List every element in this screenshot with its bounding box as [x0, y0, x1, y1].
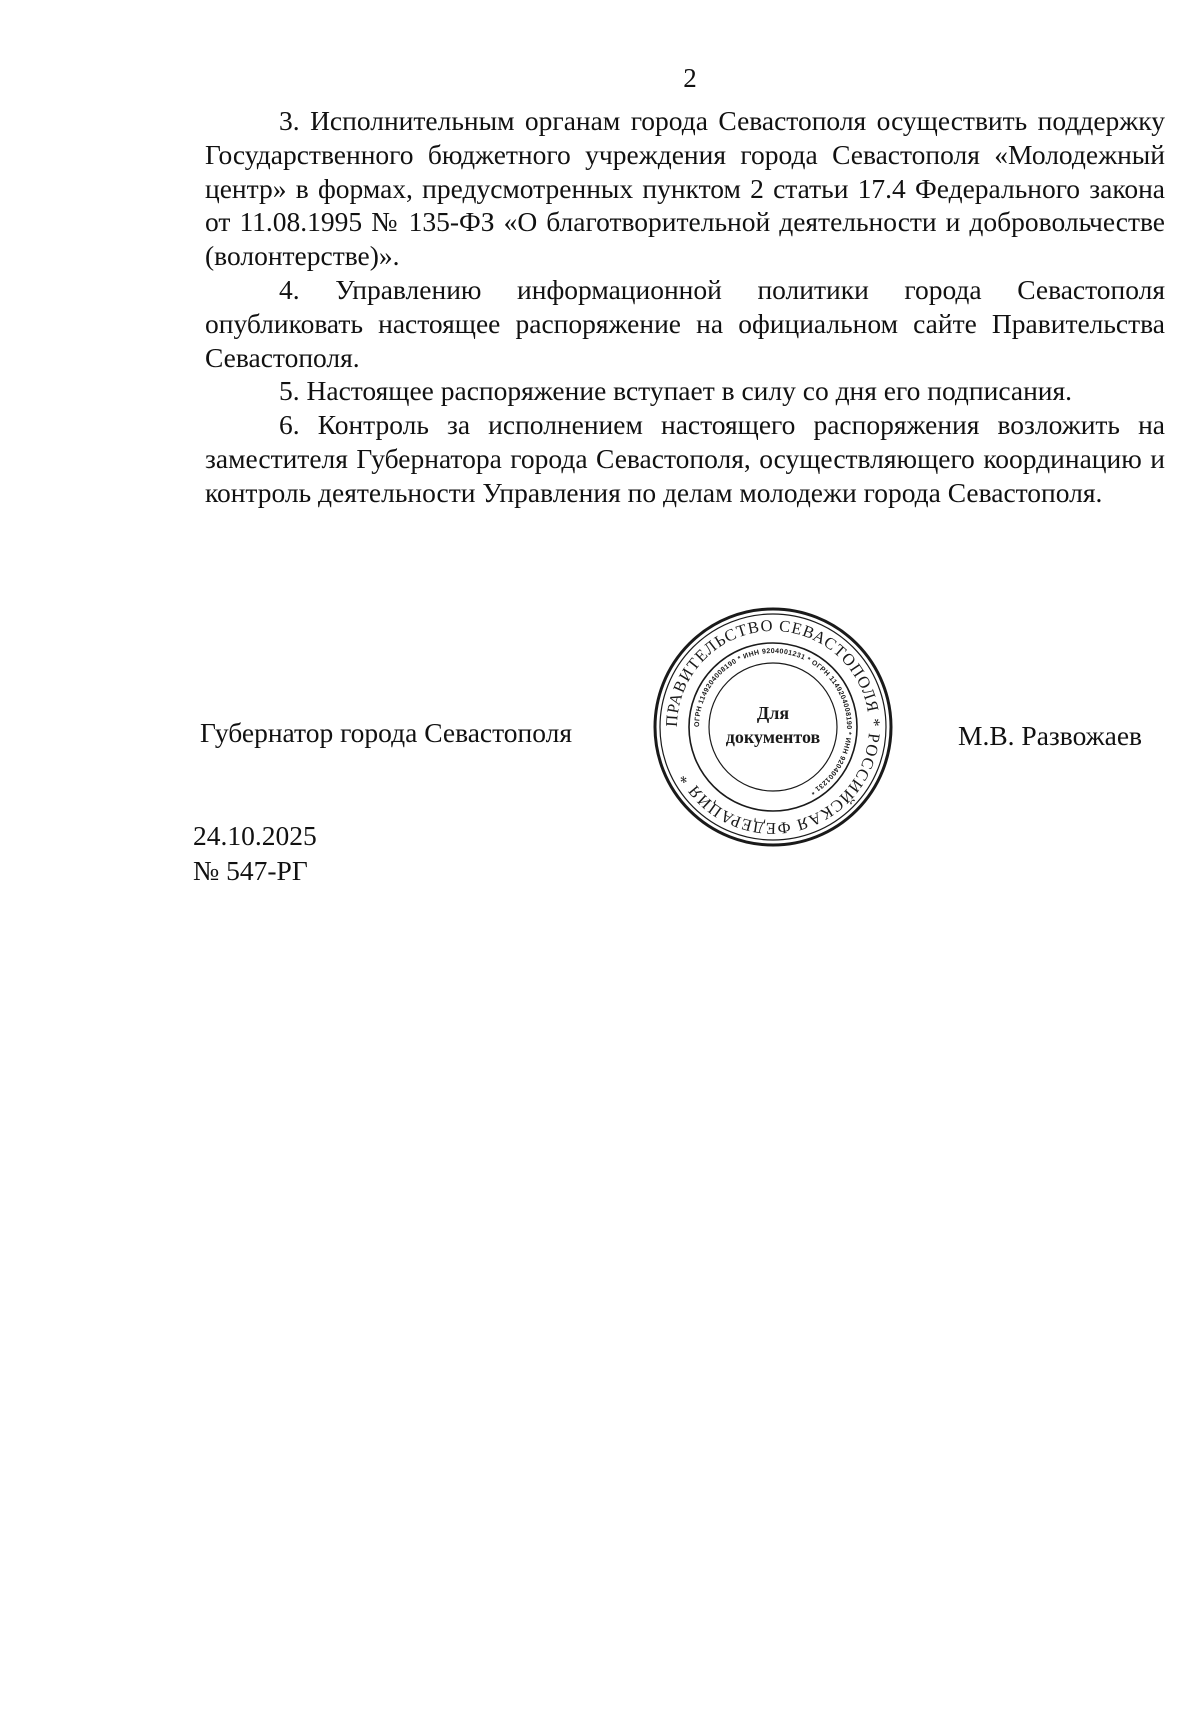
signatory-position: Губернатор города Севастополя [200, 717, 572, 748]
document-date: 24.10.2025 [193, 820, 317, 851]
seal-stamp-icon [652, 606, 894, 848]
paragraph-4: 4. Управлению информационной политики города Севастополя опубликовать настоящее распоряжение на официальном сайте Правительства Севастополя. [205, 273, 1165, 373]
official-seal [652, 606, 894, 848]
page-number: 2 [683, 63, 697, 93]
signatory-name: М.В. Развожаев [958, 720, 1143, 751]
paragraph-3: 3. Исполнительным органам города Севастополя осуществить поддержку Государственного бюджетного учреждения города Севастополя «Молодежный центр» в формах, предусмотренных пунктом 2 статьи 17.4 Федерального закона от 11.08.1995 № 135-ФЗ «О благотворительной деятельности и добровольчестве (волонтерстве)». [205, 105, 1165, 272]
seal-center-line2: документов [725, 727, 821, 747]
paragraph-5: 5. Настоящее распоряжение вступает в силу со дня его подписания. [279, 375, 1073, 407]
seal-outer-text: ПРАВИТЕЛЬСТВО СЕВАСТОПОЛЯ * РОССИЙСКАЯ ФЕДЕРАЦИЯ * [661, 615, 885, 839]
document-number: № 547-РГ [193, 855, 308, 886]
seal-center-line1: Для [756, 703, 790, 723]
paragraph-6: 6. Контроль за исполнением настоящего распоряжения возложить на заместителя Губернатора города Севастополя, осуществляющего координацию и контроль деятельности Управления по делам молодежи города Севастополя. [205, 409, 1165, 508]
seal-inner-text: ОГРН 1149204008190 * ИНН 9204001231 * ОГРН 1149204008190 * ИНН 9204001231 * [693, 647, 853, 796]
